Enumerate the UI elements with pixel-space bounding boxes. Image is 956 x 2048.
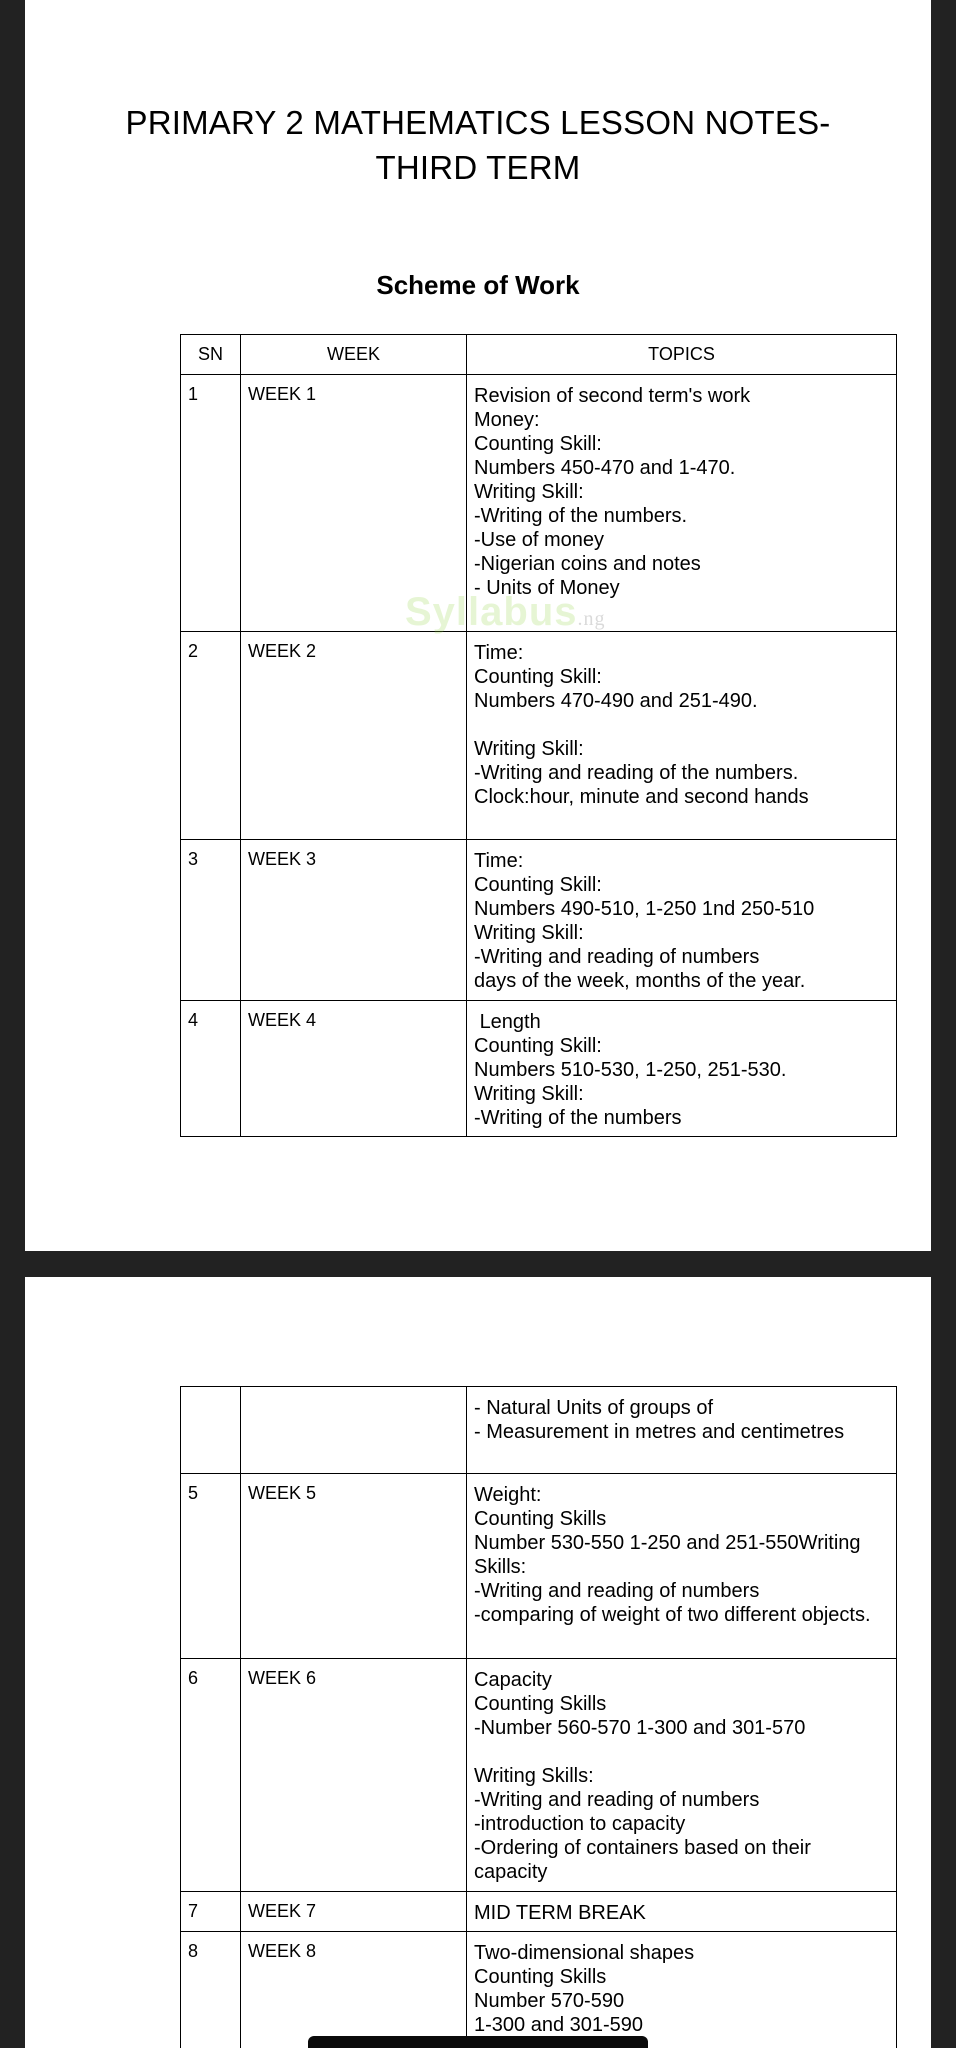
topic-line: -comparing of weight of two different objects. bbox=[474, 1604, 871, 1626]
document-title-line-2: THIRD TERM bbox=[375, 149, 581, 186]
topic-line: Writing Skill: bbox=[474, 1083, 584, 1105]
cell-week: WEEK 5 bbox=[241, 1474, 467, 1659]
topic-line: Number 570-590 bbox=[474, 1990, 625, 2012]
topic-line: Numbers 470-490 and 251-490. bbox=[474, 690, 758, 712]
document-subtitle: Scheme of Work bbox=[376, 270, 580, 300]
topic-line: -Number 560-570 1-300 and 301-570 bbox=[474, 1717, 806, 1739]
table-row bbox=[181, 632, 897, 840]
topic-line: - Units of Money bbox=[474, 577, 620, 599]
topic-line: Length bbox=[474, 1011, 541, 1033]
cell-sn: 5 bbox=[181, 1474, 241, 1659]
cell-topics bbox=[467, 375, 897, 632]
header-sn: SN bbox=[181, 335, 241, 375]
topic-line: days of the week, months of the year. bbox=[474, 970, 806, 992]
topic-line: -Writing of the numbers. bbox=[474, 505, 688, 527]
cell-week: WEEK 1 bbox=[241, 375, 467, 632]
table-row bbox=[181, 1932, 897, 2048]
cell-topics bbox=[467, 1892, 897, 1932]
topic-line: -Writing of the numbers bbox=[474, 1107, 682, 1129]
header-week: WEEK bbox=[241, 335, 467, 375]
cell-week: WEEK 3 bbox=[241, 840, 467, 1001]
cell-topics bbox=[467, 1932, 897, 2048]
topic-line: MID TERM BREAK bbox=[474, 1902, 646, 1924]
topic-line: Writing Skill: bbox=[474, 738, 584, 760]
cell-topics bbox=[467, 1387, 897, 1474]
topic-line: 1-300 and 301-590 bbox=[474, 2014, 644, 2036]
cell-topics bbox=[467, 1474, 897, 1659]
topic-line: Money: bbox=[474, 409, 540, 431]
table-row bbox=[181, 840, 897, 1001]
cell-week: WEEK 4 bbox=[241, 1001, 467, 1137]
topic-line: Counting Skills bbox=[474, 1693, 607, 1715]
table-header-row bbox=[181, 335, 897, 375]
cell-sn: 2 bbox=[181, 632, 241, 840]
cell-week: WEEK 8 bbox=[241, 1932, 467, 2048]
topic-line: Clock:hour, minute and second hands bbox=[474, 786, 809, 808]
document-page-2 bbox=[25, 1277, 931, 2048]
topic-line: Capacity bbox=[474, 1669, 552, 1691]
table-row bbox=[181, 1474, 897, 1659]
topic-line: Revision of second term's work bbox=[474, 385, 751, 407]
cell-week: WEEK 2 bbox=[241, 632, 467, 840]
cell-sn bbox=[181, 1387, 241, 1474]
table-row bbox=[181, 1001, 897, 1137]
cell-sn: 7 bbox=[181, 1892, 241, 1932]
topic-line: Number 530-550 1-250 and 251-550Writing Skills: bbox=[474, 1532, 867, 1578]
cell-topics bbox=[467, 632, 897, 840]
topic-line: Numbers 510-530, 1-250, 251-530. bbox=[474, 1059, 787, 1081]
watermark-text: Syllabus bbox=[405, 590, 578, 634]
topic-line: Counting Skills bbox=[474, 1508, 607, 1530]
cell-sn: 3 bbox=[181, 840, 241, 1001]
cell-sn: 6 bbox=[181, 1659, 241, 1892]
topic-line: - Measurement in metres and centimetres bbox=[474, 1421, 845, 1443]
document-title-line-1: PRIMARY 2 MATHEMATICS LESSON NOTES- bbox=[125, 104, 831, 141]
table-row bbox=[181, 375, 897, 632]
cell-topics bbox=[467, 1001, 897, 1137]
table-row bbox=[181, 1659, 897, 1892]
topic-line: -Writing and reading of numbers bbox=[474, 1580, 760, 1602]
topic-line: -introduction to capacity bbox=[474, 1813, 686, 1835]
topic-line: -Ordering of containers based on their capacity bbox=[474, 1837, 817, 1883]
cell-week: WEEK 7 bbox=[241, 1892, 467, 1932]
topic-line: Time: bbox=[474, 850, 524, 872]
topic-line: Two-dimensional shapes bbox=[474, 1942, 695, 1964]
scheme-of-work-table-part-2 bbox=[180, 1386, 897, 2048]
topic-line: Numbers 450-470 and 1-470. bbox=[474, 457, 736, 479]
topic-line: -Use of money bbox=[474, 529, 605, 551]
topic-line: Writing Skill: bbox=[474, 481, 584, 503]
topic-line: -Writing and reading of numbers bbox=[474, 1789, 760, 1811]
home-indicator-bar[interactable] bbox=[308, 2036, 648, 2048]
document-title bbox=[25, 100, 931, 190]
cell-topics bbox=[467, 1659, 897, 1892]
cell-week: WEEK 6 bbox=[241, 1659, 467, 1892]
topic-line: Counting Skills bbox=[474, 1966, 607, 1988]
topic-line: Writing Skills: bbox=[474, 1765, 594, 1787]
topic-line: Counting Skill: bbox=[474, 433, 602, 455]
topic-line: Time: bbox=[474, 642, 524, 664]
topic-line: -Writing and reading of the numbers. bbox=[474, 762, 799, 784]
cell-sn: 1 bbox=[181, 375, 241, 632]
table-row bbox=[181, 1892, 897, 1932]
topic-line: Numbers 490-510, 1-250 1nd 250-510 bbox=[474, 898, 815, 920]
topic-line: - Natural Units of groups of bbox=[474, 1397, 713, 1419]
cell-week bbox=[241, 1387, 467, 1474]
table-row bbox=[181, 1387, 897, 1474]
document-page-1 bbox=[25, 0, 931, 1251]
topic-line: -Writing and reading of numbers bbox=[474, 946, 760, 968]
topic-line: Counting Skill: bbox=[474, 1035, 602, 1057]
topic-line: Counting Skill: bbox=[474, 666, 602, 688]
topic-line bbox=[474, 713, 889, 737]
watermark-tld: .ng bbox=[577, 608, 606, 630]
scheme-of-work-table-part-1 bbox=[180, 334, 897, 1137]
cell-sn: 8 bbox=[181, 1932, 241, 2048]
topic-line: Writing Skill: bbox=[474, 922, 584, 944]
topic-line: -Nigerian coins and notes bbox=[474, 553, 701, 575]
cell-topics bbox=[467, 840, 897, 1001]
topic-line bbox=[474, 1740, 889, 1764]
header-topics: TOPICS bbox=[467, 335, 897, 375]
cell-sn: 4 bbox=[181, 1001, 241, 1137]
topic-line: Weight: bbox=[474, 1484, 542, 1506]
topic-line: Counting Skill: bbox=[474, 874, 602, 896]
